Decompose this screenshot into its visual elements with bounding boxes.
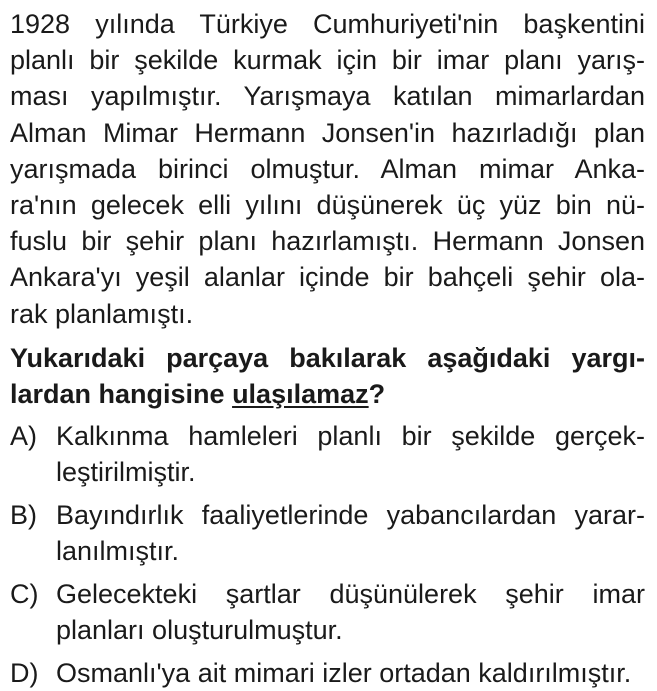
option-line: leştirilmiştir. xyxy=(56,457,196,488)
passage-line: fuslu bir şehir planı hazırlamıştı. Hermann Jonsen xyxy=(10,226,645,257)
passage-line: planlı bir şekilde kurmak için bir imar planı yarış- xyxy=(10,45,645,76)
option-line: Bayındırlık faaliyetlerinde yabancılardan yarar- xyxy=(56,499,645,530)
answer-options xyxy=(10,418,645,691)
option-c[interactable] xyxy=(10,576,645,649)
option-line: planları oluşturulmuştur. xyxy=(56,615,343,646)
option-d[interactable] xyxy=(10,655,645,691)
option-text xyxy=(56,576,645,649)
passage-text xyxy=(10,6,645,332)
passage-line: ması yapılmıştır. Yarışmaya katılan mimarlardan xyxy=(10,81,645,112)
question-stem xyxy=(10,340,645,412)
passage-line: Ankara'yı yeşil alanlar içinde bir bahçeli şehir ola- xyxy=(10,262,645,293)
option-line: Osmanlı'ya ait mimari izler ortadan kaldırılmıştır. xyxy=(56,657,632,688)
question-mark: ? xyxy=(368,378,386,409)
option-letter: B) xyxy=(10,499,37,530)
option-line: lanılmıştır. xyxy=(56,536,180,567)
option-a[interactable] xyxy=(10,418,645,491)
passage-line: yarışmada birinci olmuştur. Alman mimar Anka- xyxy=(10,153,645,184)
option-text xyxy=(56,418,645,491)
option-text xyxy=(56,655,645,691)
option-letter: D) xyxy=(10,657,39,688)
passage-line: rak planlamıştı. xyxy=(10,298,194,329)
question-line xyxy=(10,376,645,412)
question-keyword: ulaşılamaz xyxy=(232,378,369,409)
option-b[interactable] xyxy=(10,497,645,570)
question-text-prefix: lardan hangisine xyxy=(10,378,233,409)
option-letter: C) xyxy=(10,578,39,609)
option-line: Gelecekteki şartlar düşünülerek şehir imar xyxy=(56,578,645,609)
passage-line: Alman Mimar Hermann Jonsen'in hazırladığı plan xyxy=(10,117,645,148)
passage-line: ra'nın gelecek elli yılını düşünerek üç yüz bin nü- xyxy=(10,190,645,221)
passage-line: 1928 yılında Türkiye Cumhuriyeti'nin başkentini xyxy=(10,9,645,39)
option-letter: A) xyxy=(10,420,37,451)
question-line: Yukarıdaki parçaya bakılarak aşağıdaki yargı- xyxy=(10,342,645,373)
option-text xyxy=(56,497,645,570)
option-line: Kalkınma hamleleri planlı bir şekilde gerçek- xyxy=(56,420,645,451)
